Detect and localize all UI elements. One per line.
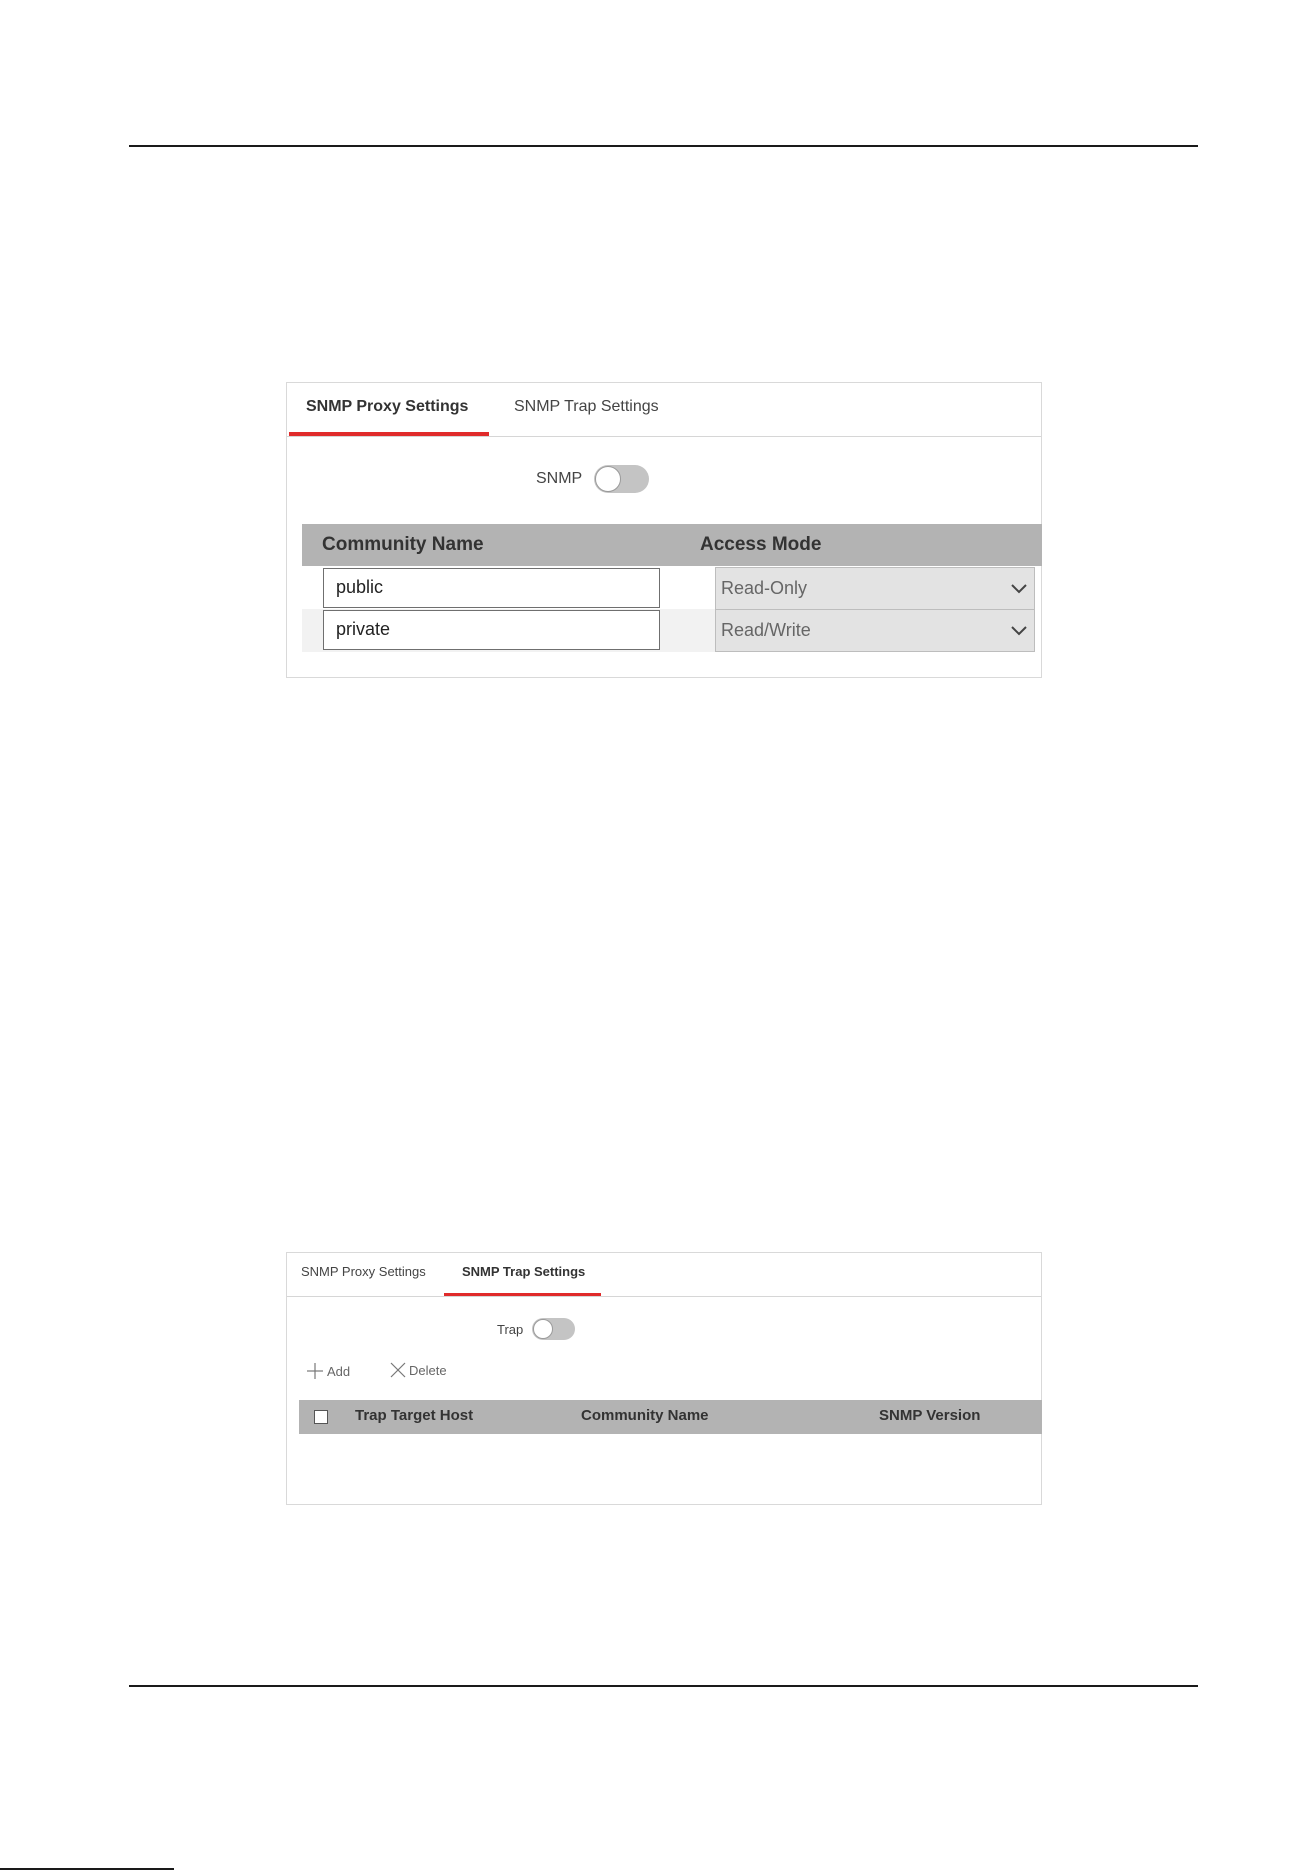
access-mode-value: Read-Only [721, 578, 808, 598]
footnote-rule [0, 1868, 174, 1870]
tab-snmp-proxy-settings[interactable]: SNMP Proxy Settings [301, 1264, 426, 1279]
access-mode-select[interactable] [715, 567, 1035, 610]
trap-label: Trap [497, 1322, 524, 1337]
select-all-checkbox[interactable] [314, 1410, 328, 1424]
active-tab-indicator [444, 1293, 601, 1296]
community-name-field[interactable]: public [323, 568, 660, 608]
community-table-header [302, 524, 1042, 566]
tab-snmp-trap-settings[interactable]: SNMP Trap Settings [462, 1264, 586, 1279]
table-row [302, 567, 1025, 610]
trap-table-header [299, 1400, 1042, 1434]
column-header-community-name: Community Name [581, 1407, 709, 1424]
add-button[interactable] [306, 1362, 350, 1380]
delete-button-label: Delete [409, 1362, 447, 1378]
toggle-knob [595, 466, 621, 492]
access-mode-value: Read/Write [721, 620, 811, 640]
snmp-label: SNMP [536, 470, 583, 487]
column-header-access-mode: Access Mode [700, 534, 822, 555]
chevron-down-icon [1008, 619, 1030, 641]
trap-toggle[interactable] [532, 1318, 575, 1340]
snmp-toggle[interactable] [594, 465, 649, 493]
community-name-field[interactable]: private [323, 610, 660, 650]
close-icon [390, 1362, 406, 1378]
snmp-proxy-panel [286, 382, 1042, 678]
snmp-trap-panel [286, 1252, 1042, 1505]
active-tab-indicator [289, 432, 489, 436]
column-header-trap-target-host: Trap Target Host [355, 1407, 474, 1424]
table-row [302, 609, 1025, 652]
column-header-community-name: Community Name [322, 534, 484, 555]
tab-snmp-proxy-settings[interactable]: SNMP Proxy Settings [306, 398, 469, 415]
plus-icon [306, 1362, 324, 1380]
page-footer-rule [129, 1685, 1198, 1687]
toggle-knob [533, 1319, 553, 1339]
page-header-rule [129, 145, 1198, 147]
tab-bar [287, 383, 1041, 437]
add-button-label: Add [327, 1363, 351, 1379]
tab-snmp-trap-settings[interactable]: SNMP Trap Settings [514, 398, 659, 415]
access-mode-select[interactable] [715, 609, 1035, 652]
tab-bar [287, 1253, 1041, 1297]
column-header-snmp-version: SNMP Version [879, 1407, 981, 1424]
delete-button[interactable] [390, 1362, 447, 1378]
chevron-down-icon [1008, 577, 1030, 599]
